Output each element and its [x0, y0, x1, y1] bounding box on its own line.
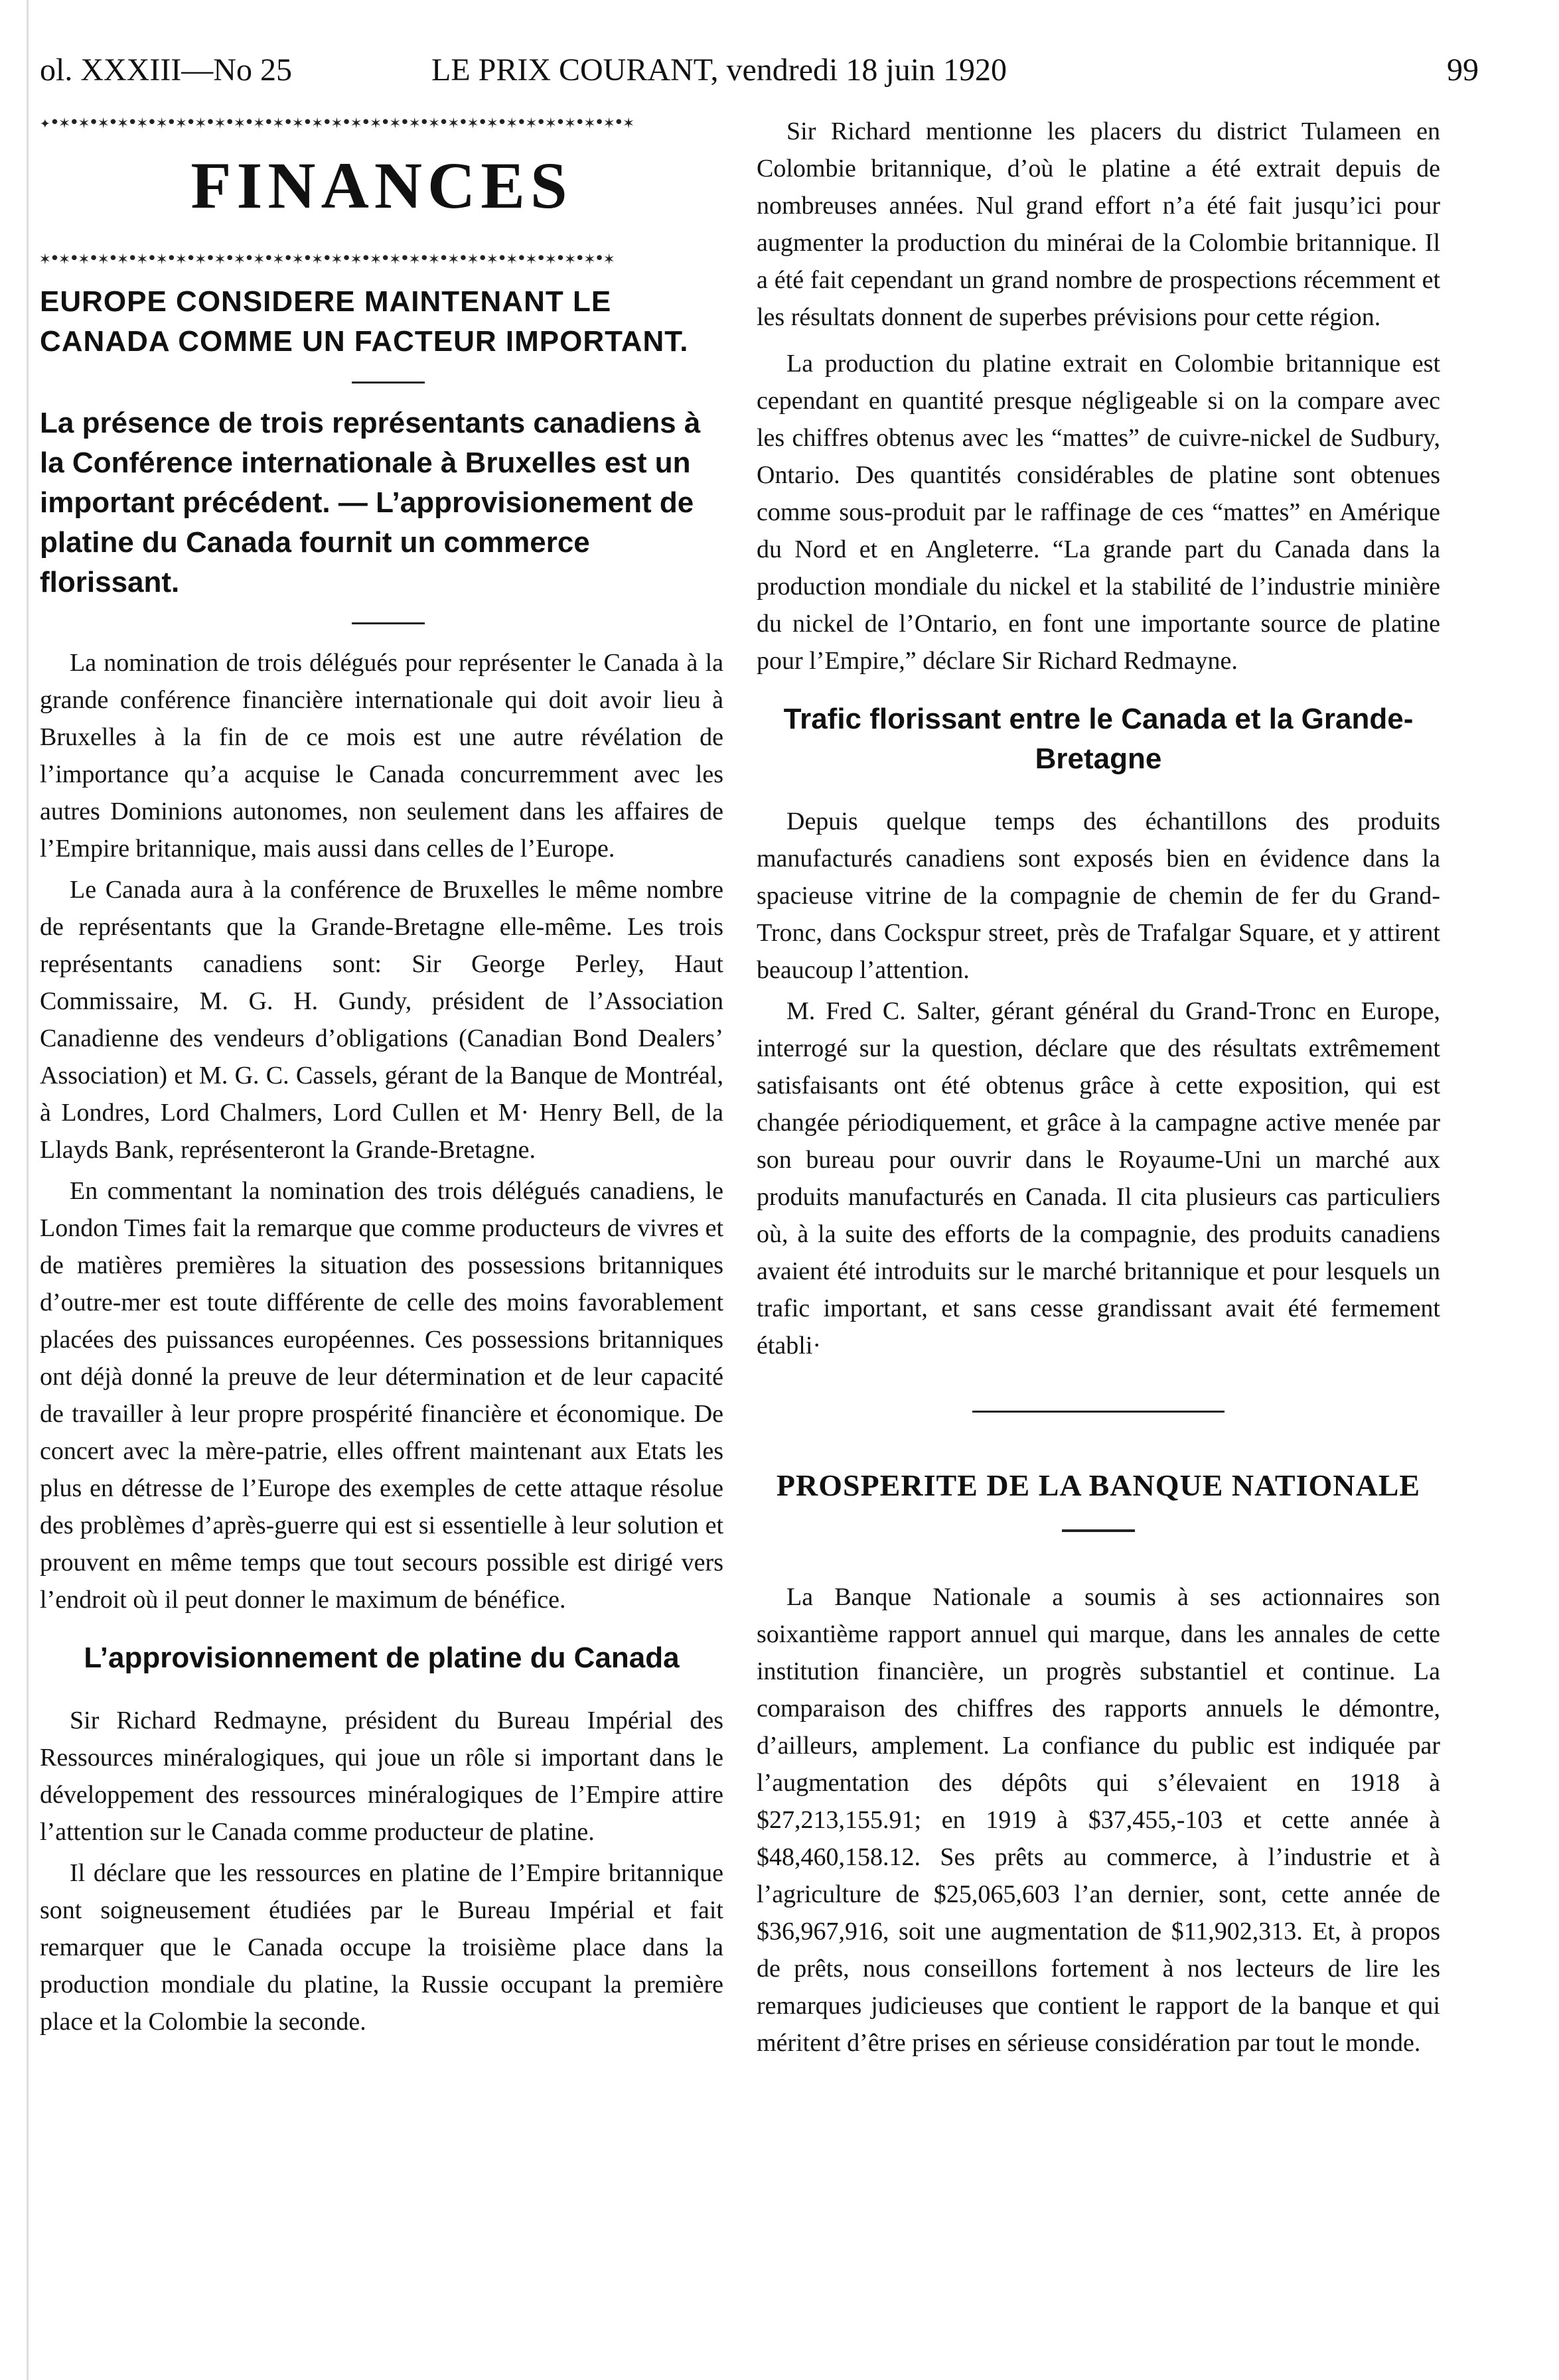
- paragraph: La Banque Nationale a soumis à ses actionnaires son soixantième rapport annuel qui marque, dans les annales de cette institution financière, un progrès substantiel et continue. La comparaison des chiffres des rapports annuels le démontre, d’ailleurs, amplement. La confiance du public est indiquée par l’augmentation des dépôts qui s’élevaient en 1918 à $27,213,155.91; en 1919 à $37,455,-103 et cette année à $48,460,158.12. Ses prêts au commerce, à l’industrie et à l’agriculture de $25,065,603 l’an dernier, sont, cette année de $36,967,916, soit une augmentation de $11,902,313. Et, à propos de prêts, nous conseillons fortement à nos lecteurs de lire les remarques judicieuses que contient le rapport de la banque et qui méritent d’être prises en sérieuse considération par tout le monde.: [757, 1583, 1440, 2057]
- page-gutter-edge: [27, 0, 29, 2380]
- paragraph: Il déclare que les ressources en platine de l’Empire britannique sont soigneusement étudiées par le Bureau Impérial et fait remarquer que le Canada occupe la troisième place dans la production mondiale du platine, la Russie occupant la première place et la Colombie la seconde.: [40, 1859, 723, 2036]
- left-column: [40, 113, 723, 2040]
- section-title-finances: FINANCES: [190, 149, 573, 222]
- publication-title: LE PRIX COURANT, vendredi 18 juin 1920: [431, 52, 1007, 88]
- divider: [352, 382, 425, 384]
- page-number: 99: [1447, 52, 1479, 88]
- section-divider: [972, 1411, 1225, 1413]
- divider: [352, 622, 425, 624]
- article-headline: EUROPE CONSIDERE MAINTENANT LE CANADA COMME UN FACTEUR IMPORTANT.: [40, 285, 689, 358]
- finances-banner: [40, 113, 723, 269]
- page-header: [40, 46, 1513, 100]
- paragraph: M. Fred C. Salter, gérant général du Grand-Tronc en Europe, interrogé sur la question, déclare que des résultats extrêmement satisfaisants ont été obtenus grâce à cette exposition, qui est changée périodiquement, et grâce à la campagne active menée par son bureau pour ouvrir dans le Royaume-Uni un marché aux produits manufacturés en Canada. Il cita plusieurs cas particuliers où, à la suite des efforts de la compagnie, des produits canadiens avaient été introduits sur le marché britannique et pour lesquels un trafic important, et sans cesse grandissant avait été fermement établi·: [757, 997, 1440, 1360]
- paragraph: La production du platine extrait en Colombie britannique est cependant en quantité presque négligeable si on la compare avec les chiffres obtenus avec les “mattes” de cuivre-nickel de Sudbury, Ontario. Des quantités considérables de platine sont obtenues comme sous-produit par le raffinage de ces “mattes” en Amérique du Nord et en Angleterre. “La grande part du Canada dans la production mondiale du nickel et la stabilité de l’industrie minière du nickel de l’Ontario, en font une importante source de platine pour l’Empire,” déclare Sir Richard Redmayne.: [757, 350, 1440, 675]
- ornament-border-top: ✦•✶•✶•✶•✶•✶•✶•✶•✶•✶•✶•✶•✶•✶•✶•✶•✶•✶•✶•✶•✶•✶•✶•✶•✶•✶•✶•✶•✶•✶•✶: [40, 113, 633, 133]
- paragraph: Sir Richard Redmayne, président du Bureau Impérial des Ressources minéralogiques, qui joue un rôle si important dans le développement des ressources minéralogiques de l’Empire attire l’attention sur le Canada comme producteur de platine.: [40, 1707, 723, 1846]
- article-title-platine: L’approvisionnement de platine du Canada: [84, 1642, 680, 1674]
- paragraph: Le Canada aura à la conférence de Bruxelles le même nombre de représentants que la Grande-Bretagne elle-même. Les trois représentants canadiens sont: Sir George Perley, Haut Commissaire, M. G. H. Gundy, président de l’Association Canadienne des vendeurs d’obligations (Canadian Bond Dealers’ Association) et M. G. C. Cassels, gérant de la Banque de Montréal, à Londres, Lord Chalmers, Lord Cullen et M· Henry Bell, de la Llayds Bank, représenteront la Grande-Bretagne.: [40, 876, 723, 1164]
- paragraph: La nomination de trois délégués pour représenter le Canada à la grande conférence financière internationale qui doit avoir lieu à Bruxelles à la fin de ce mois est une autre révélation de l’importance qu’a acquise le Canada concurremment avec les autres Dominions autonomes, non seulement dans les affaires de l’Empire britannique, mais aussi dans celles de l’Europe.: [40, 649, 723, 863]
- article-title-trafic: Trafic florissant entre le Canada et la Grande-Bretagne: [783, 703, 1414, 775]
- right-column: [757, 113, 1440, 2062]
- paragraph: Sir Richard mentionne les placers du district Tulameen en Colombie britannique, d’où le platine a été extrait depuis de nombreuses années. Nul grand effort n’a été fait jusqu’ici pour augmenter la production du minérai de la Colombie britannique. Il a été fait cependant un grand nombre de prospections récemment et les résultats donnent de superbes prévisions pour cette région.: [757, 117, 1440, 331]
- ornament-border-bottom: ✶•✶•✶•✶•✶•✶•✶•✶•✶•✶•✶•✶•✶•✶•✶•✶•✶•✶•✶•✶•✶•✶•✶•✶•✶•✶•✶•✶•✶•✶: [40, 249, 614, 269]
- volume-number: ol. XXXIII—No 25: [40, 52, 292, 88]
- paragraph: Depuis quelque temps des échantillons des produits manufacturés canadiens sont exposés bien en évidence dans la spacieuse vitrine de la compagnie de chemin de fer du Grand-Tronc, dans Cockspur street, près de Trafalgar Square, et y attirent beaucoup l’attention.: [757, 807, 1440, 984]
- divider: [1062, 1529, 1135, 1532]
- article-subheadline: La présence de trois représentants canadiens à la Conférence internationale à Bruxelles est un important précédent. — L’approvisionement de platine du Canada fournit un commerce florissant.: [40, 407, 701, 598]
- paragraph: En commentant la nomination des trois délégués canadiens, le London Times fait la remarque que comme producteurs de vivres et de matières premières la situation des possessions britanniques d’outre-mer est toute différente de celle des moins favorablement placées des puissances européennes. Ces possessions britanniques ont déjà donné la preuve de leur détermination et de leur capacité de travailler à leur propre prospérité financière et économique. De concert avec la mère-patrie, elles offrent maintenant aux Etats les plus en détresse de l’Europe des exemples de cette attaque résolue des problèmes d’après-guerre qui est si essentielle à leur solution et prouvent en même temps que tout secours possible est dirigé vers l’endroit où il peut donner le maximum de bénéfice.: [40, 1177, 723, 1614]
- article-title-banque: PROSPERITE DE LA BANQUE NATIONALE: [776, 1468, 1421, 1502]
